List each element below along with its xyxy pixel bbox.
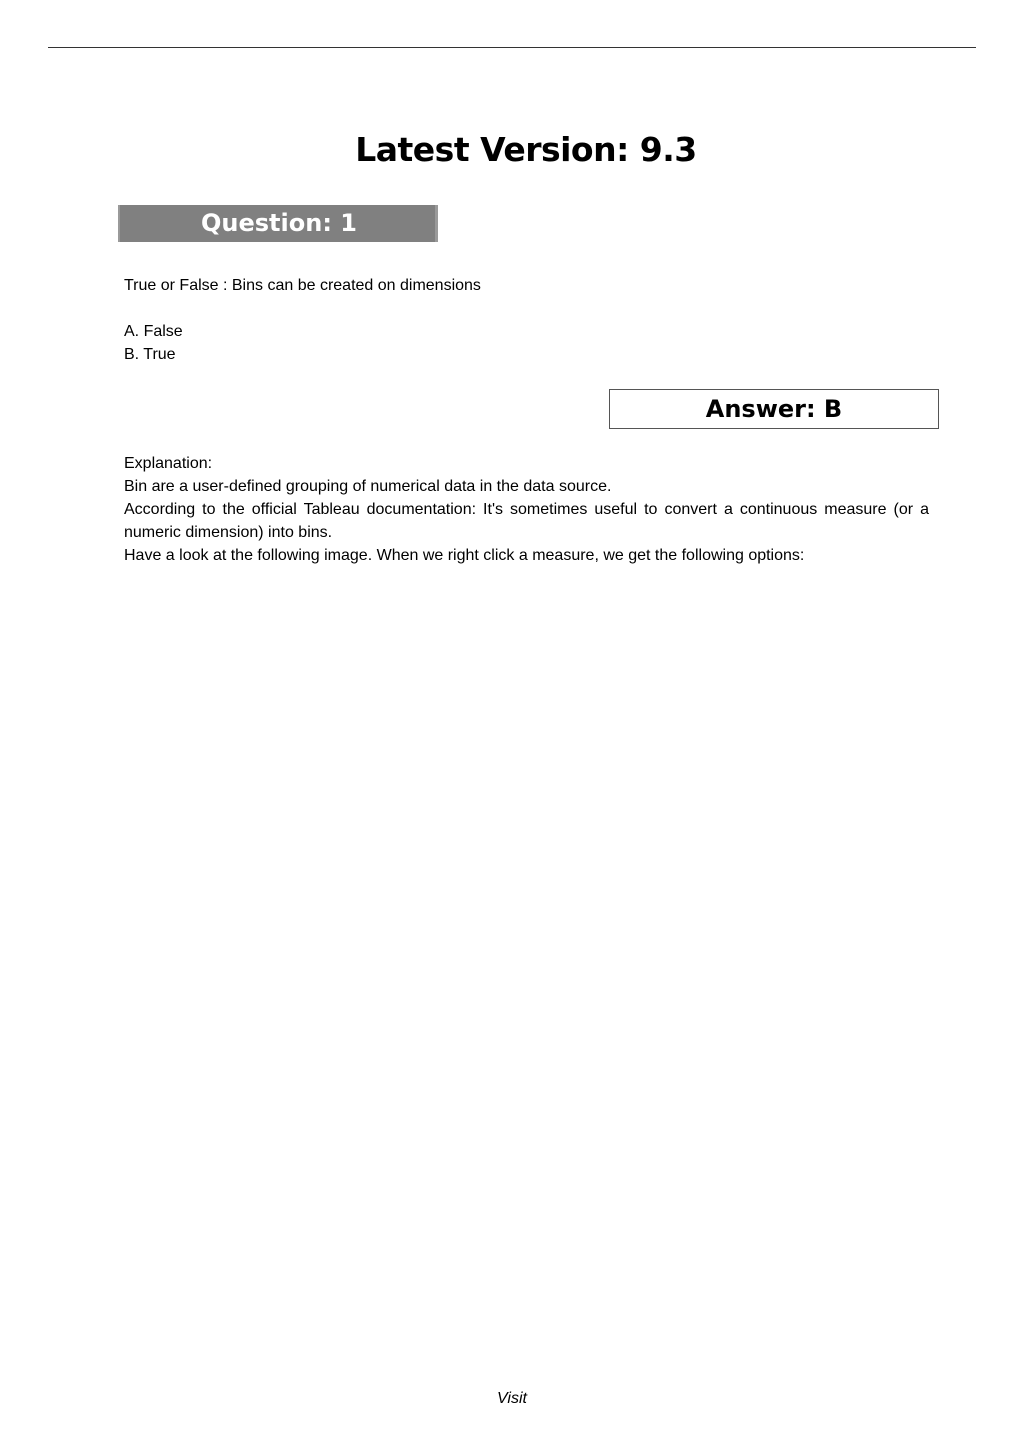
option-b: B. True [124,346,176,363]
answer-box [609,389,939,429]
document-title: Latest Version: 9.3 [355,130,697,169]
question-text: True or False : Bins can be created on dimensions [124,277,481,294]
question-label: Question: 1 [201,209,357,237]
explanation-heading: Explanation: [124,455,213,472]
explanation-paragraph: Bin are a user-defined grouping of numerical data in the data source. [124,478,612,495]
explanation-paragraph: Have a look at the following image. When we right click a measure, we get the following options: [124,547,805,564]
option-a: A. False [124,323,183,340]
explanation-block [124,452,929,567]
answer-label: Answer: B [705,395,843,423]
question-banner [118,205,438,242]
header-divider [48,47,976,48]
explanation-paragraph: According to the official Tableau documentation: It's sometimes useful to convert a continuous measure (or a numeric dimension) into bins. [124,501,929,541]
footer-visit-link[interactable]: Visit [497,1390,527,1407]
